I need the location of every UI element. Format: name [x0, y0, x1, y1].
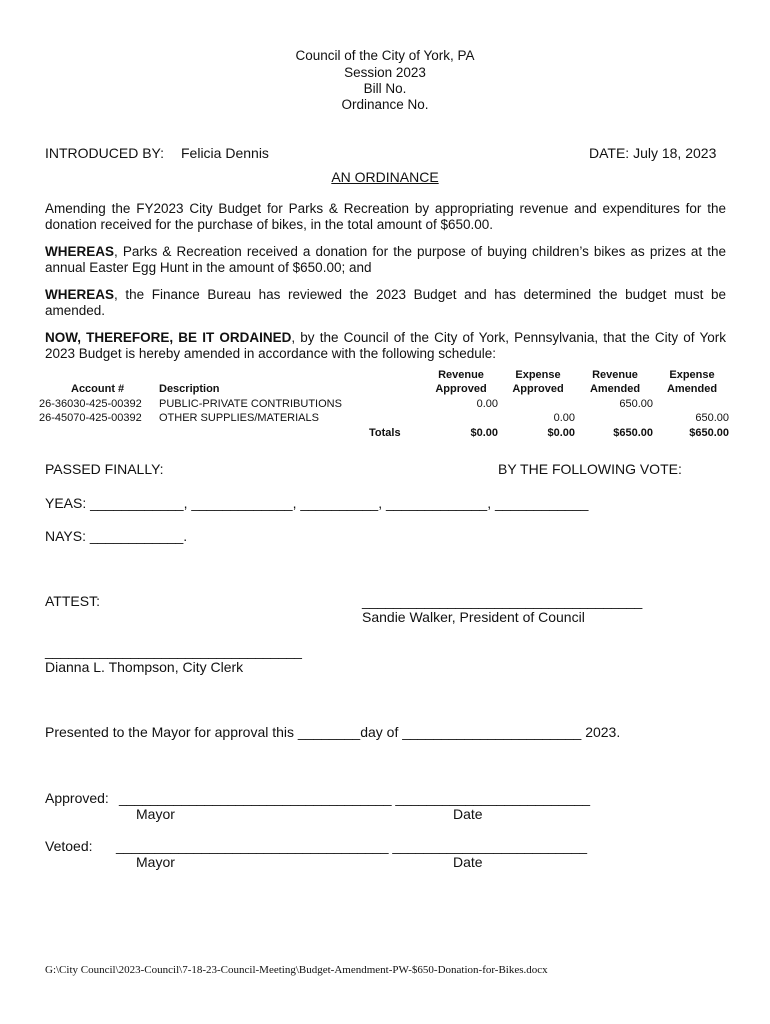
- header-line-council: Council of the City of York, PA: [295, 48, 475, 63]
- paragraph-now-therefore: [45, 330, 726, 362]
- header-line-session: Session 2023: [344, 65, 426, 80]
- table-row-2-account: 26-45070-425-00392: [39, 412, 142, 424]
- col-header-expense-amended-1: Expense: [669, 369, 715, 381]
- clerk-name: Dianna L. Thompson, City Clerk: [45, 659, 244, 675]
- whereas-keyword: WHEREAS: [45, 287, 115, 302]
- header-line-bill: Bill No.: [363, 81, 407, 96]
- table-row-2-description: OTHER SUPPLIES/MATERIALS: [159, 412, 319, 424]
- nays-line: NAYS: ____________.: [45, 528, 188, 544]
- vetoed-label: Vetoed:: [45, 838, 93, 854]
- ordained-text: , by the Council of the City of York, Pennsylvania, that the City of York 2023 Budget is hereby amended in accordance with the following schedule:: [45, 330, 726, 361]
- col-header-revenue-approved-2: Approved: [435, 383, 487, 395]
- introduced-by-name: Felicia Dennis: [181, 145, 269, 161]
- col-header-revenue-approved-1: Revenue: [438, 369, 484, 381]
- attest-label: ATTEST:: [45, 593, 100, 609]
- table-row-1-revenue-approved: 0.00: [476, 398, 498, 410]
- president-signature-line: ____________________________________: [362, 593, 643, 609]
- totals-label: Totals: [369, 427, 401, 439]
- col-header-expense-amended-2: Amended: [666, 383, 718, 395]
- approved-label: Approved:: [45, 790, 109, 806]
- col-header-description: Description: [159, 383, 220, 395]
- whereas-text: , the Finance Bureau has reviewed the 2023 Budget and has determined the budget must be amended.: [45, 287, 726, 318]
- totals-expense-approved: $0.00: [547, 427, 575, 439]
- totals-expense-amended: $650.00: [689, 427, 729, 439]
- approved-date-label: Date: [453, 806, 483, 822]
- president-name: Sandie Walker, President of Council: [362, 609, 585, 625]
- ordinance-title: AN ORDINANCE: [331, 169, 439, 185]
- whereas-text: , Parks & Recreation received a donation for the purpose of buying children’s bikes as prizes at the annual Easter Egg Hunt in the amount of $650.00; and: [45, 244, 726, 275]
- table-row-2-expense-approved: 0.00: [553, 412, 575, 424]
- whereas-keyword: WHEREAS: [45, 244, 115, 259]
- totals-revenue-amended: $650.00: [613, 427, 653, 439]
- vetoed-mayor-label: Mayor: [136, 854, 175, 870]
- clerk-signature-line: _________________________________: [45, 643, 302, 659]
- paragraph-whereas-donation: [45, 244, 726, 276]
- vetoed-date-label: Date: [453, 854, 483, 870]
- col-header-expense-approved-1: Expense: [515, 369, 561, 381]
- col-header-revenue-amended-2: Amended: [589, 383, 641, 395]
- approved-signature-line: ___________________________________ _________________________: [119, 790, 591, 806]
- by-vote-label: BY THE FOLLOWING VOTE:: [498, 461, 682, 477]
- col-header-account: Account #: [71, 383, 125, 395]
- intro-date: DATE: July 18, 2023: [589, 145, 717, 161]
- paragraph-amending: Amending the FY2023 City Budget for Parks & Recreation by appropriating revenue and expenditures for the donation received for the purchase of bikes, in the total amount of $650.00.: [45, 201, 726, 232]
- ordained-keyword: NOW, THEREFORE, BE IT ORDAINED: [45, 330, 292, 345]
- col-header-revenue-amended-1: Revenue: [592, 369, 638, 381]
- table-row-2-expense-amended: 650.00: [695, 412, 729, 424]
- table-row-1-account: 26-36030-425-00392: [39, 398, 142, 410]
- introduced-by-label: INTRODUCED BY:: [45, 145, 165, 161]
- approved-mayor-label: Mayor: [136, 806, 175, 822]
- presented-to-mayor: Presented to the Mayor for approval this ________day of _______________________ 2023.: [45, 724, 621, 740]
- passed-finally-label: PASSED FINALLY:: [45, 461, 164, 477]
- yeas-line: YEAS: ____________, _____________, __________, _____________, ____________: [45, 495, 589, 511]
- header-line-ordinance: Ordinance No.: [341, 97, 429, 112]
- paragraph-whereas-finance: [45, 287, 726, 319]
- table-row-1-description: PUBLIC-PRIVATE CONTRIBUTIONS: [159, 398, 342, 410]
- col-header-expense-approved-2: Approved: [512, 383, 564, 395]
- file-path-footer: G:\City Council\2023-Council\7-18-23-Council-Meeting\Budget-Amendment-PW-$650-Donation-for-Bikes.docx: [45, 964, 548, 976]
- table-row-1-revenue-amended: 650.00: [619, 398, 653, 410]
- totals-revenue-approved: $0.00: [470, 427, 498, 439]
- vetoed-signature-line: ___________________________________ _________________________: [116, 838, 588, 854]
